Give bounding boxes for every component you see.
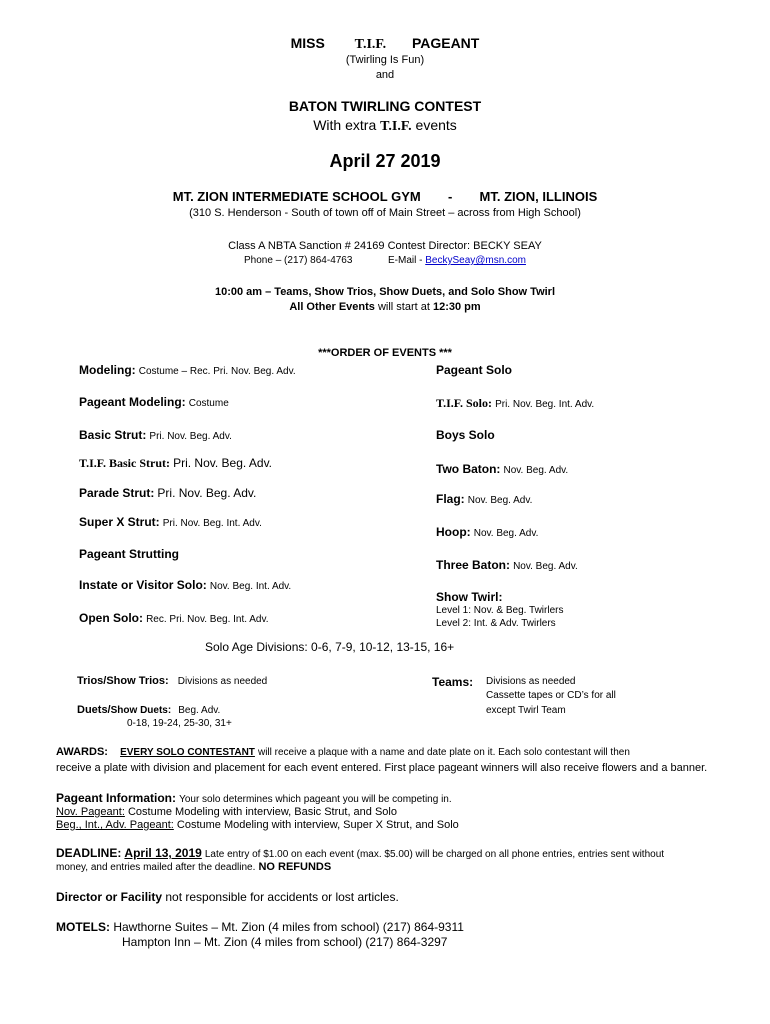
time2-mid: will start at [377, 301, 430, 313]
event-label: Pageant Solo [436, 363, 513, 377]
event-pageant-solo [436, 363, 512, 377]
event-modeling [79, 363, 296, 377]
nov-pageant-text: Costume Modeling with interview, Basic Strut, and Solo [127, 806, 397, 818]
event-label: Pageant Modeling: [79, 395, 186, 409]
motels-label: MOTELS: [56, 920, 110, 934]
extra-tif: T.I.F. [380, 119, 412, 134]
event-hoop [436, 525, 538, 539]
event-trios [77, 675, 267, 687]
event-two-baton [436, 462, 568, 476]
venue-city: MT. ZION, ILLINOIS [479, 189, 598, 204]
event-label: Teams: [432, 675, 474, 689]
event-duets [77, 704, 220, 716]
event-show-twirl [436, 590, 502, 604]
deadline-line-2 [56, 861, 331, 873]
title-miss: MISS [290, 35, 325, 51]
event-divisions: Nov. Beg. Adv. [473, 528, 539, 539]
event-divisions: Nov. Beg. Adv. [467, 495, 533, 506]
subtitle: (Twirling Is Fun) [345, 54, 425, 66]
awards-line-1 [56, 746, 630, 758]
event-label: Pageant Strutting [79, 547, 180, 561]
event-divisions: Pri. Nov. Beg. Adv. [157, 486, 257, 500]
event-pageant-modeling [79, 395, 229, 409]
deadline-text-2: money, and entries mailed after the deadline. [56, 862, 256, 873]
title-tif: T.I.F. [354, 37, 387, 52]
event-label: Two Baton: [436, 462, 501, 476]
show-twirl-level-1: Level 1: Nov. & Beg. Twirlers [436, 605, 564, 616]
deadline-date: April 13, 2019 [124, 846, 202, 860]
contact-line [0, 255, 770, 266]
event-boys-solo [436, 428, 495, 442]
event-instate-visitor-solo [79, 578, 291, 592]
show-twirl-level-2: Level 2: Int. & Adv. Twirlers [436, 618, 556, 629]
event-label: Modeling: [79, 363, 136, 377]
extra-events [0, 117, 770, 135]
order-title: ***ORDER OF EVENTS *** [318, 347, 452, 359]
pageant-info-text: Your solo determines which pageant you will be competing in. [179, 794, 452, 805]
event-label: Open Solo: [79, 611, 143, 625]
awards-label: AWARDS: [56, 746, 108, 758]
awards-emphasis: EVERY SOLO CONTESTANT [120, 747, 255, 758]
event-divisions: Nov. Beg. Adv. [513, 561, 578, 572]
extra-prefix: With extra [313, 117, 377, 133]
email-link[interactable]: BeckySeay@msn.com [425, 255, 526, 266]
event-label: Show Twirl: [436, 590, 503, 604]
deadline-line-1 [56, 846, 664, 860]
phone: Phone – (217) 864-4763 [244, 255, 353, 266]
extra-suffix: events [415, 117, 457, 133]
disclaimer-text: not responsible for accidents or lost articles. [165, 890, 399, 904]
and-text: and [375, 69, 395, 81]
disclaimer [56, 890, 399, 904]
motel-hawthorne: Hawthorne Suites – Mt. Zion (4 miles from school) (217) 864-9311 [113, 920, 464, 934]
event-divisions: Costume – Rec. Pri. Nov. Beg. Adv. [138, 366, 296, 377]
event-label: T.I.F. Solo: [436, 396, 493, 410]
event-divisions: Pri. Nov. Beg. Adv. [173, 456, 273, 470]
event-divisions: Nov. Beg. Adv. [503, 465, 569, 476]
event-label: Basic Strut: [79, 428, 147, 442]
event-label: Three Baton: [436, 558, 511, 572]
event-divisions: Beg. Adv. [178, 705, 221, 716]
teams-line-1: Divisions as needed [486, 676, 576, 687]
awards-text-1: will receive a plaque with a name and date plate on it. Each solo contestant will then [257, 747, 630, 758]
email-label: E-Mail - [388, 255, 423, 266]
event-divisions: Rec. Pri. Nov. Beg. Int. Adv. [146, 614, 269, 625]
duets-age-divisions: 0-18, 19-24, 25-30, 31+ [127, 718, 232, 729]
contest-title: BATON TWIRLING CONTEST [288, 98, 482, 114]
event-tif-basic-strut [79, 456, 272, 471]
pageant-info-label: Pageant Information: [56, 791, 177, 805]
title-pageant: PAGEANT [411, 35, 480, 51]
nov-pageant-label: Nov. Pageant: [56, 806, 125, 818]
event-tif-solo [436, 396, 594, 411]
event-label: Duets/ [77, 704, 111, 716]
document-title [0, 35, 770, 53]
address: (310 S. Henderson - South of town off of Main Street – across from High School) [189, 207, 581, 219]
event-label: Parade Strut: [79, 486, 155, 500]
teams-line-2: Cassette tapes or CD’s for all [486, 690, 616, 701]
awards-line-2: receive a plate with division and placement for each event entered. First place pageant winners will also receive flowers and a banner. [56, 762, 708, 774]
event-open-solo [79, 611, 269, 625]
no-refunds: NO REFUNDS [258, 861, 332, 873]
event-three-baton [436, 558, 578, 572]
event-basic-strut [79, 428, 232, 442]
event-pageant-strutting [79, 547, 179, 561]
event-label: Trios/Show Trios: [77, 675, 169, 687]
nov-pageant-line [56, 806, 397, 818]
time2-time: 12:30 pm [432, 301, 481, 313]
venue-name: MT. ZION INTERMEDIATE SCHOOL GYM [172, 189, 421, 204]
event-label: Hoop: [436, 525, 471, 539]
motels-line-1 [56, 920, 464, 934]
event-parade-strut [79, 486, 256, 500]
time2-bold: All Other Events [289, 301, 375, 313]
age-divisions: Solo Age Divisions: 0-6, 7-9, 10-12, 13-15, 16+ [205, 640, 455, 654]
event-teams [432, 675, 473, 689]
event-label-2: Show Duets: [110, 705, 172, 716]
event-flag [436, 492, 532, 506]
venue-separator: - [447, 189, 453, 204]
event-divisions: Pri. Nov. Beg. Int. Adv. [162, 518, 262, 529]
event-divisions: Pri. Nov. Beg. Adv. [149, 431, 232, 442]
pageant-info [56, 791, 452, 805]
event-label: T.I.F. Basic Strut: [79, 456, 171, 470]
event-label: Instate or Visitor Solo: [79, 578, 207, 592]
event-label: Boys Solo [436, 428, 495, 442]
teams-line-3: except Twirl Team [486, 705, 566, 716]
deadline-text-1: Late entry of $1.00 on each event (max. $5.00) will be charged on all phone entries, entries sent without [204, 849, 665, 860]
event-divisions: Nov. Beg. Int. Adv. [209, 581, 292, 592]
disclaimer-bold: Director or Facility [56, 890, 163, 904]
event-date: April 27 2019 [329, 151, 441, 171]
event-label: Super X Strut: [79, 515, 160, 529]
deadline-label: DEADLINE: [56, 846, 122, 860]
beg-pageant-line [56, 819, 459, 831]
event-label: Flag: [436, 492, 465, 506]
time-line-2 [0, 301, 770, 313]
event-divisions: Pri. Nov. Beg. Int. Adv. [495, 399, 595, 410]
sanction-line: Class A NBTA Sanction # 24169 Contest Director: BECKY SEAY [228, 240, 542, 252]
motel-hampton: Hampton Inn – Mt. Zion (4 miles from school) (217) 864-3297 [122, 935, 448, 949]
beg-pageant-label: Beg., Int., Adv. Pageant: [56, 819, 174, 831]
venue [0, 189, 770, 204]
beg-pageant-text: Costume Modeling with interview, Super X Strut, and Solo [176, 819, 459, 831]
event-divisions: Costume [188, 398, 229, 409]
event-super-x-strut [79, 515, 262, 529]
event-divisions: Divisions as needed [177, 676, 268, 687]
time-line-1: 10:00 am – Teams, Show Trios, Show Duets, and Solo Show Twirl [214, 286, 556, 298]
